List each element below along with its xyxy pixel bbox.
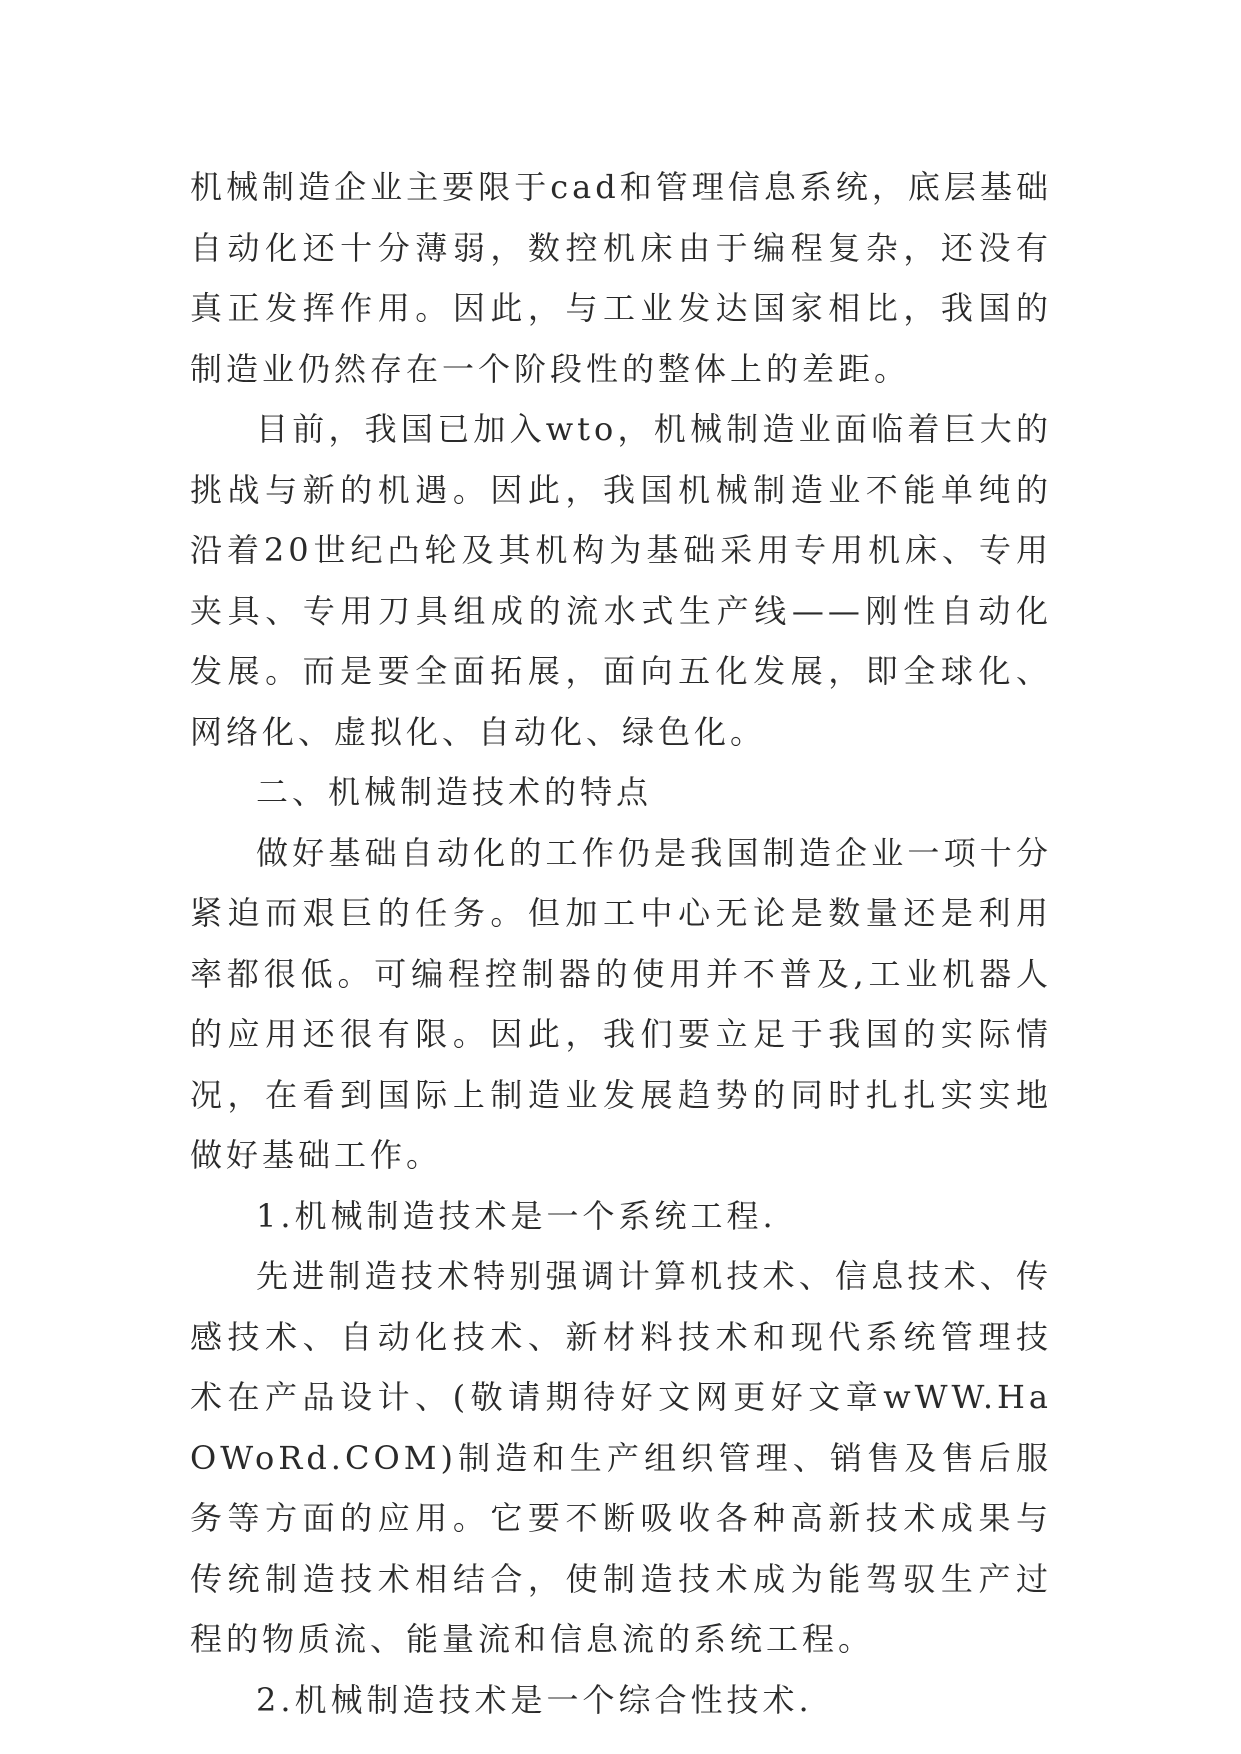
document-body [190, 157, 1052, 1730]
subheading-2: 2.机械制造技术是一个综合性技术. [256, 1680, 813, 1719]
section-heading: 二、机械制造技术的特点 [256, 773, 653, 811]
subheading-1: 1.机械制造技术是一个系统工程. [256, 1196, 777, 1235]
paragraph-1: 机械制造企业主要限于cad和管理信息系统，底层基础自动化还十分薄弱，数控机床由于编程复杂，还没有真正发挥作用。因此，与工业发达国家相比，我国的制造业仍然存在一个阶段性的整体上的差距。 [190, 168, 1052, 388]
paragraph-4: 先进制造技术特别强调计算机技术、信息技术、传感技术、自动化技术、新材料技术和现代系统管理技术在产品设计、(敬请期待好文网更好文章wWW.HaOWoRd.COM)制造和生产组织管理、销售及售后服务等方面的应用。它要不断吸收各种高新技术成果与传统制造技术相结合，使制造技术成为能驾驭生产过程的物质流、能量流和信息流的系统工程。 [190, 1257, 1052, 1658]
paragraph-3: 做好基础自动化的工作仍是我国制造企业一项十分紧迫而艰巨的任务。但加工中心无论是数量还是利用率都很低。可编程控制器的使用并不普及,工业机器人的应用还很有限。因此，我们要立足于我国的实际情况，在看到国际上制造业发展趋势的同时扎扎实实地做好基础工作。 [190, 833, 1052, 1174]
paragraph-2: 目前，我国已加入wto，机械制造业面临着巨大的挑战与新的机遇。因此，我国机械制造业不能单纯的沿着20世纪凸轮及其机构为基础采用专用机床、专用夹具、专用刀具组成的流水式生产线——刚性自动化发展。而是要全面拓展，面向五化发展，即全球化、网络化、虚拟化、自动化、绿色化。 [190, 410, 1052, 751]
